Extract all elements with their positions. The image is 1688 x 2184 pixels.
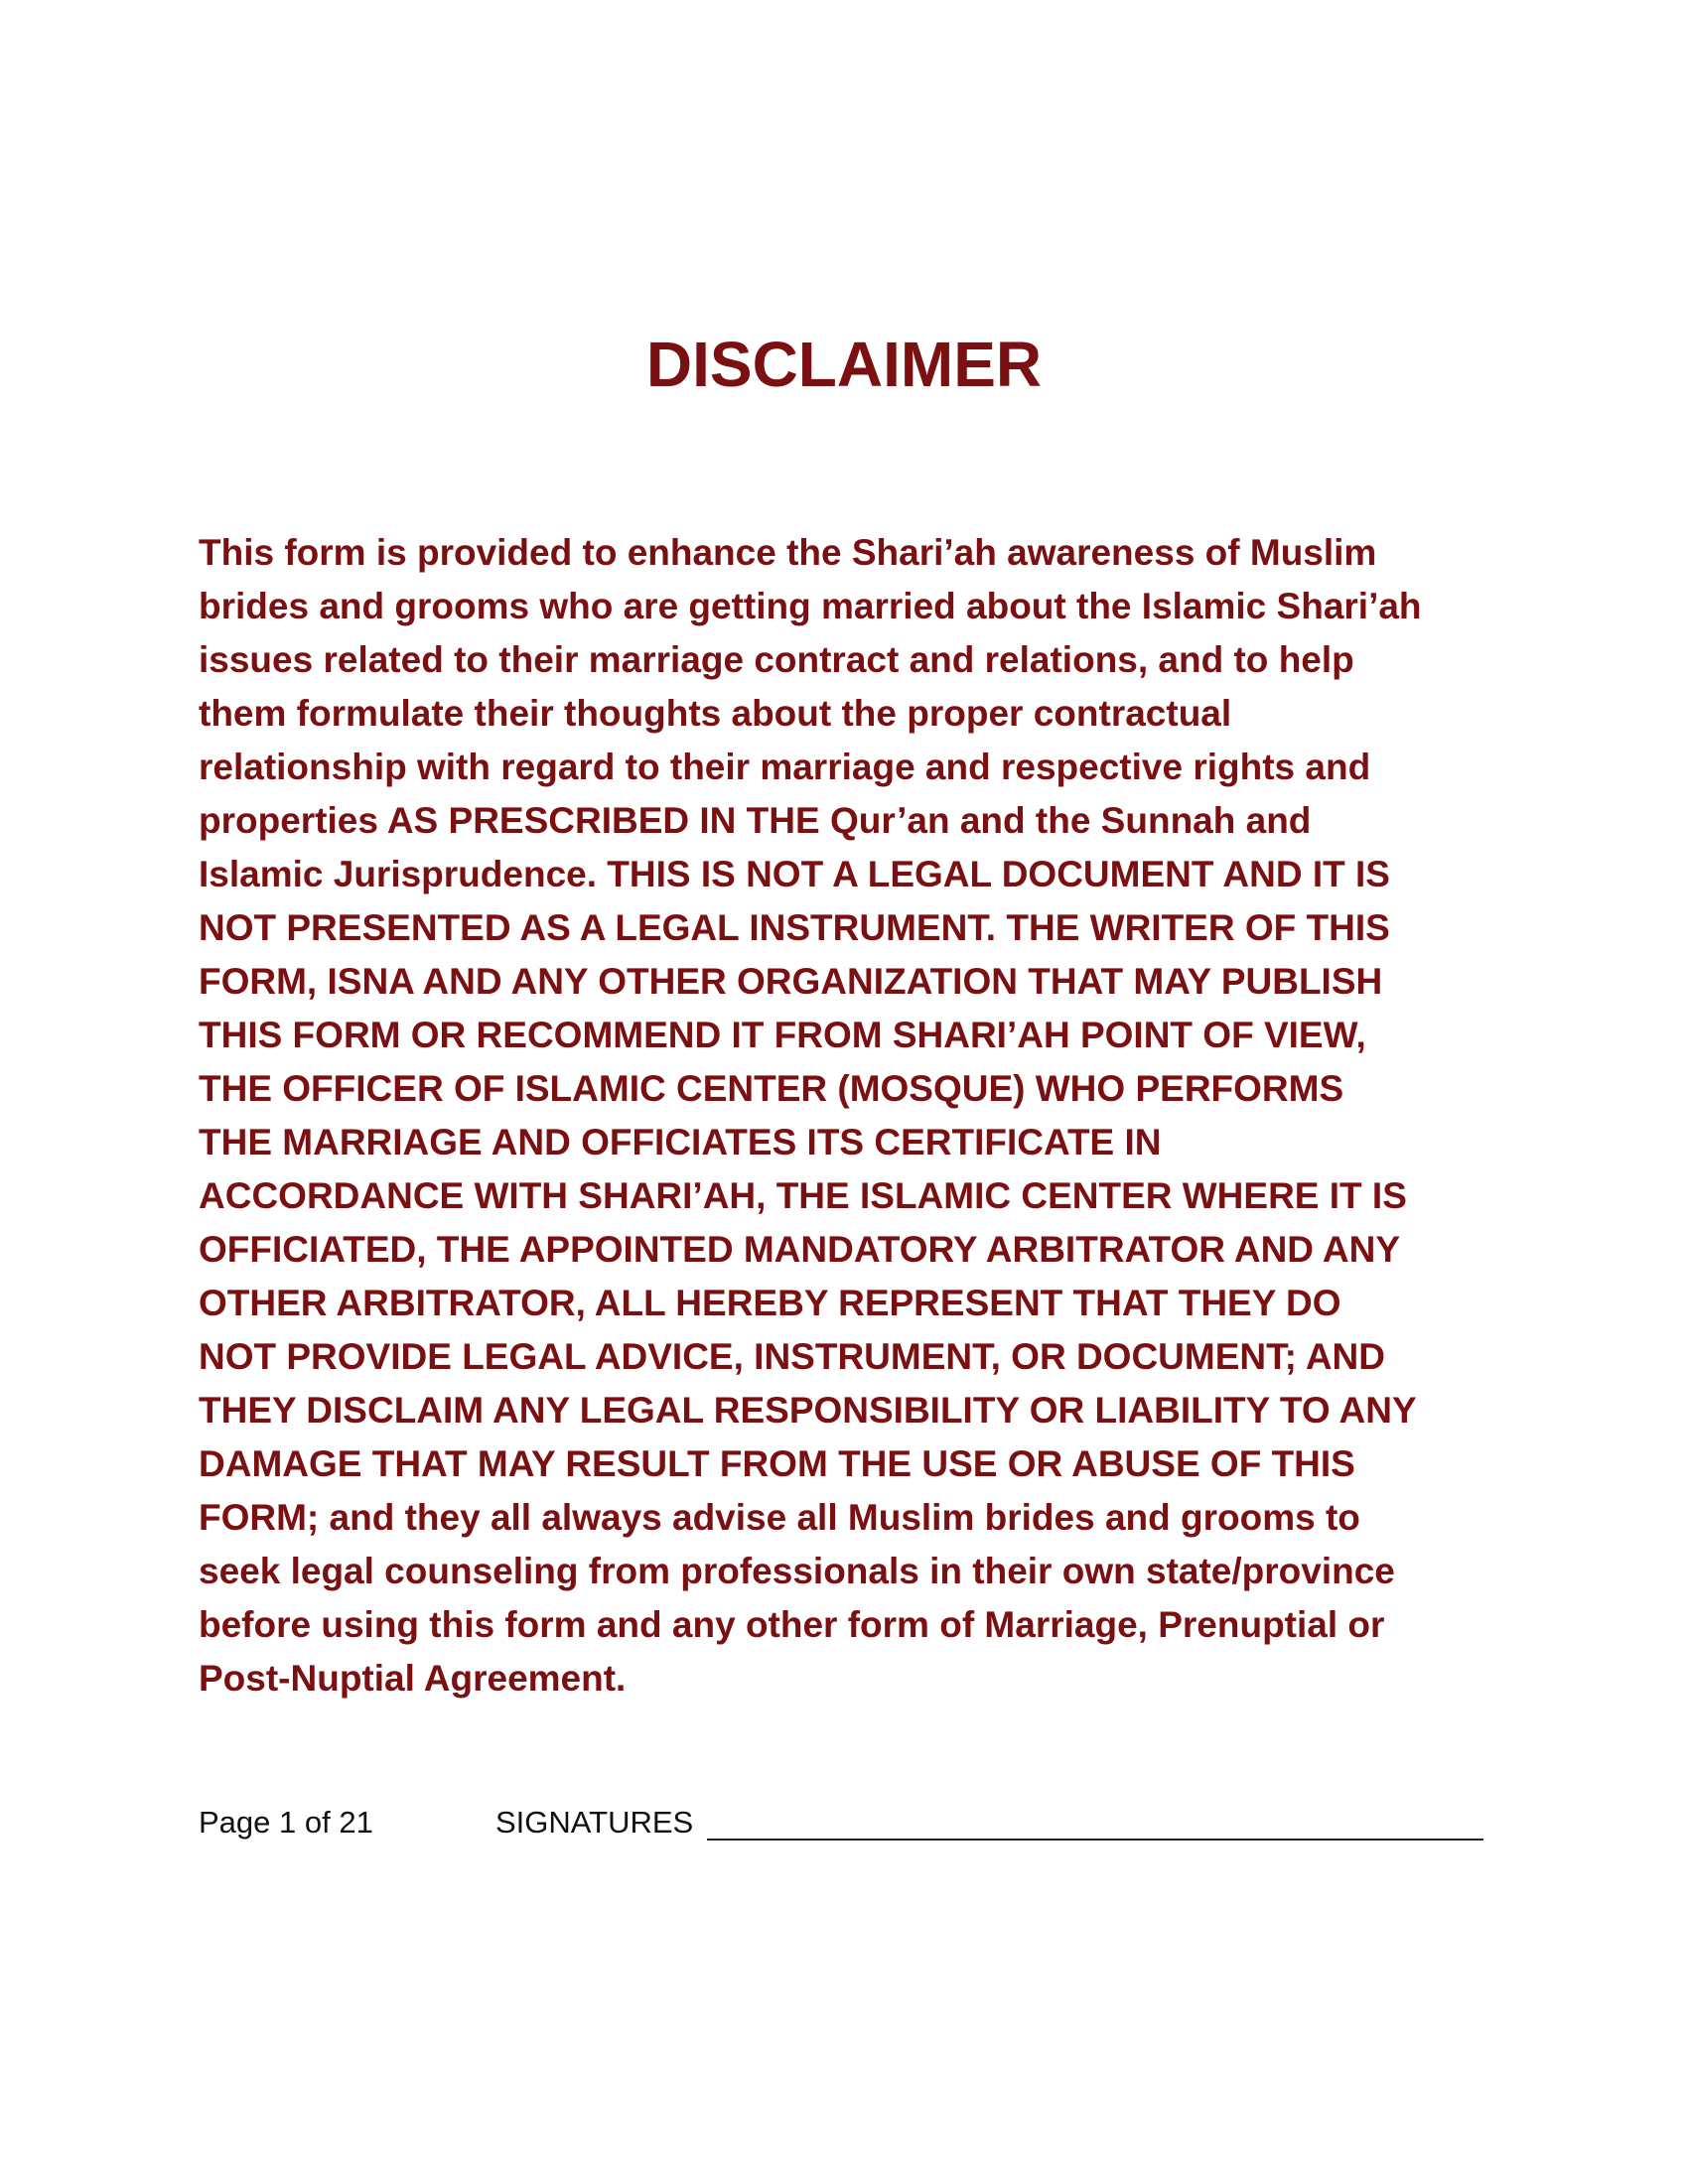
body-line: before using this form and any other form of Marriage, Prenuptial or: [199, 1604, 1385, 1645]
body-line: NOT PRESENTED AS A LEGAL INSTRUMENT. THE WRITER OF THIS: [199, 907, 1390, 948]
signatures-label: SIGNATURES: [495, 1805, 694, 1840]
body-line: seek legal counseling from professionals in their own state/province: [199, 1551, 1395, 1591]
body-line: Post-Nuptial Agreement.: [199, 1658, 627, 1699]
signature-line: [707, 1839, 1483, 1841]
body-line: brides and grooms who are getting married about the Islamic Shari’ah: [199, 586, 1422, 626]
page-number: Page 1 of 21: [199, 1805, 373, 1840]
body-line: FORM, ISNA AND ANY OTHER ORGANIZATION THAT MAY PUBLISH: [199, 961, 1383, 1002]
body-line: This form is provided to enhance the Shari’ah awareness of Muslim: [199, 532, 1377, 573]
body-line: THIS FORM OR RECOMMEND IT FROM SHARI’AH POINT OF VIEW,: [199, 1015, 1366, 1055]
body-line: NOT PROVIDE LEGAL ADVICE, INSTRUMENT, OR DOCUMENT; AND: [199, 1336, 1386, 1377]
body-line: OTHER ARBITRATOR, ALL HEREBY REPRESENT THAT THEY DO: [199, 1283, 1341, 1323]
page-title: DISCLAIMER: [645, 329, 1043, 400]
body-line: THEY DISCLAIM ANY LEGAL RESPONSIBILITY OR LIABILITY TO ANY: [199, 1390, 1417, 1431]
body-line: FORM; and they all always advise all Muslim brides and grooms to: [199, 1497, 1360, 1538]
body-line: THE MARRIAGE AND OFFICIATES ITS CERTIFICATE IN: [199, 1122, 1162, 1162]
body-line: Islamic Jurisprudence. THIS IS NOT A LEGAL DOCUMENT AND IT IS: [199, 854, 1390, 894]
body-line: relationship with regard to their marriage and respective rights and: [199, 747, 1371, 787]
body-line: DAMAGE THAT MAY RESULT FROM THE USE OR ABUSE OF THIS: [199, 1443, 1355, 1484]
body-line: THE OFFICER OF ISLAMIC CENTER (MOSQUE) WHO PERFORMS: [199, 1068, 1344, 1109]
body-line: issues related to their marriage contract and relations, and to help: [199, 639, 1354, 680]
body-line: ACCORDANCE WITH SHARI’AH, THE ISLAMIC CENTER WHERE IT IS: [199, 1175, 1407, 1216]
body-line: properties AS PRESCRIBED IN THE Qur’an and the Sunnah and: [199, 800, 1312, 841]
disclaimer-body: [199, 526, 1489, 1706]
body-line: them formulate their thoughts about the proper contractual: [199, 693, 1232, 734]
body-line: OFFICIATED, THE APPOINTED MANDATORY ARBITRATOR AND ANY: [199, 1229, 1401, 1270]
page-footer: [199, 1805, 1489, 1844]
